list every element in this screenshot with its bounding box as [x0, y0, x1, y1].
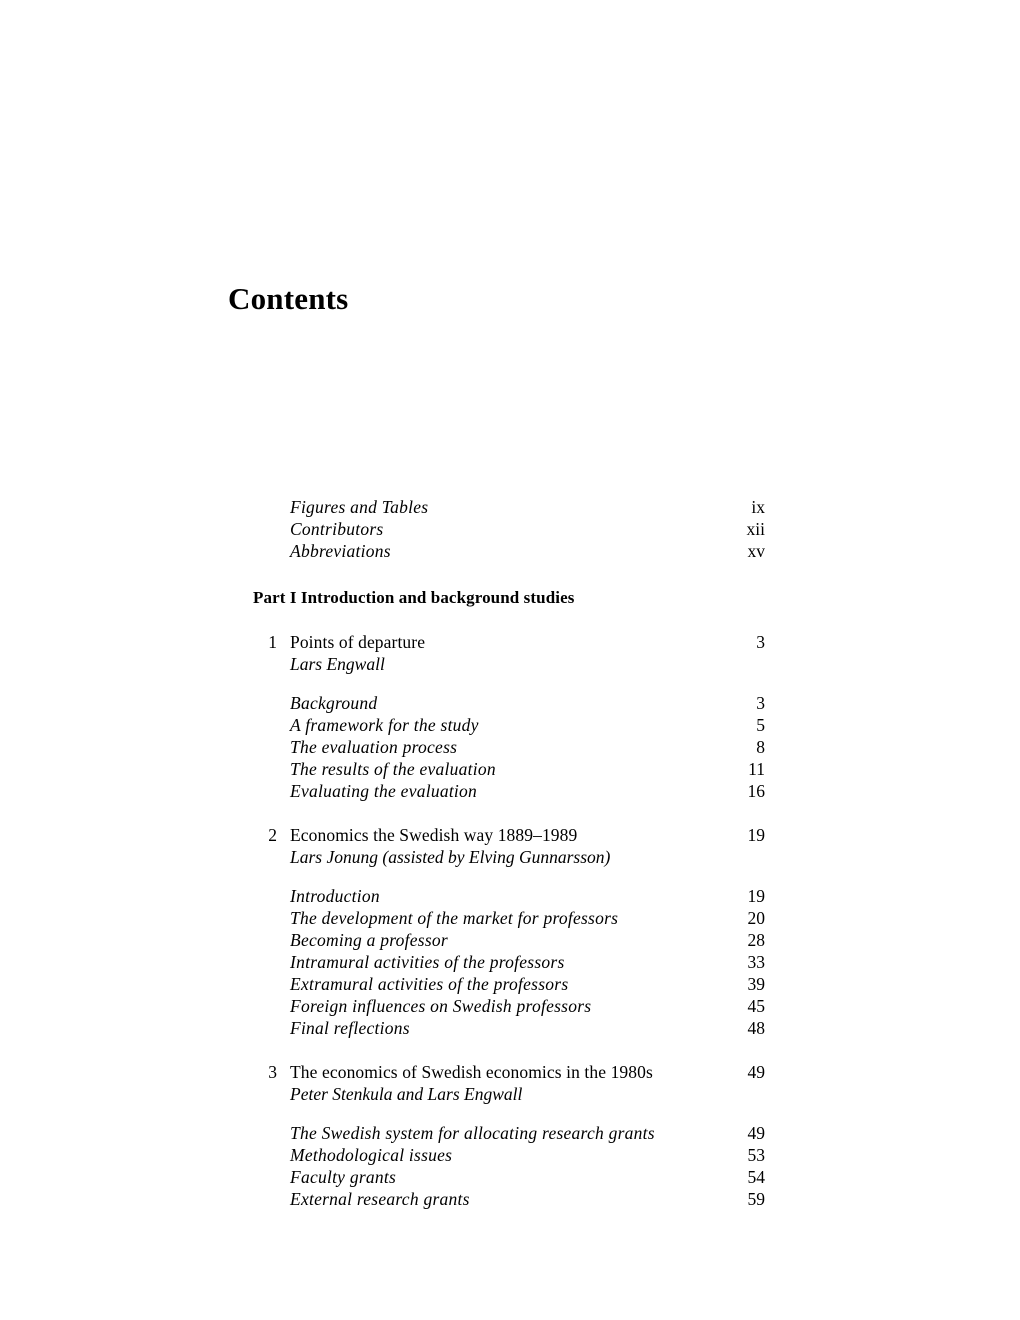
list-item[interactable] — [253, 885, 765, 907]
list-item[interactable] — [253, 1017, 765, 1039]
chapter-author-row — [253, 1083, 765, 1105]
section-title: Evaluating the evaluation — [290, 781, 478, 801]
chapter-author-row — [253, 846, 765, 868]
section-title: Faculty grants — [290, 1167, 397, 1187]
section-page-number: 59 — [747, 1189, 765, 1209]
list-item[interactable] — [253, 540, 765, 562]
list-item[interactable] — [253, 907, 765, 929]
chapter-title: The economics of Swedish economics in the 1980s — [290, 1062, 653, 1082]
table-of-contents — [253, 496, 765, 1210]
entry-title: Figures and Tables — [290, 497, 429, 517]
chapter-title: Economics the Swedish way 1889–1989 — [290, 825, 578, 845]
section-page-number: 53 — [747, 1145, 765, 1165]
chapter-number: 2 — [268, 825, 277, 845]
chapter-author: Lars Engwall — [290, 654, 385, 674]
chapter-author: Peter Stenkula and Lars Engwall — [290, 1084, 523, 1104]
chapter-title: Points of departure — [290, 632, 426, 652]
section-title: Methodological issues — [290, 1145, 453, 1165]
spacer — [253, 1105, 765, 1122]
section-page-number: 16 — [747, 781, 765, 801]
entry-page-number: xii — [746, 519, 765, 539]
section-page-number: 49 — [747, 1123, 765, 1143]
section-page-number: 20 — [747, 908, 765, 928]
part-heading — [253, 587, 765, 609]
chapter-entry — [253, 1061, 765, 1210]
section-title: Becoming a professor — [290, 930, 448, 950]
chapter-entry — [253, 824, 765, 1039]
section-page-number: 28 — [747, 930, 765, 950]
front-matter-list — [253, 496, 765, 562]
section-page-number: 54 — [747, 1167, 765, 1187]
section-list — [253, 1122, 765, 1210]
list-item[interactable] — [253, 929, 765, 951]
spacer — [253, 609, 765, 631]
chapter-number: 1 — [268, 632, 277, 652]
list-item[interactable] — [253, 758, 765, 780]
spacer — [253, 562, 765, 587]
spacer — [253, 868, 765, 885]
list-item[interactable] — [253, 496, 765, 518]
section-page-number: 3 — [756, 693, 765, 713]
section-page-number: 5 — [756, 715, 765, 735]
section-page-number: 8 — [756, 737, 765, 757]
section-list — [253, 885, 765, 1039]
chapter-page-number: 19 — [747, 825, 765, 845]
section-list — [253, 692, 765, 802]
chapter-entry — [253, 631, 765, 802]
list-item[interactable] — [253, 995, 765, 1017]
list-item[interactable] — [253, 780, 765, 802]
part-heading-label: Part I Introduction and background studies — [253, 588, 575, 607]
section-title: Intramural activities of the professors — [290, 952, 565, 972]
list-item[interactable] — [253, 1188, 765, 1210]
section-page-number: 39 — [747, 974, 765, 994]
list-item[interactable] — [253, 736, 765, 758]
list-item[interactable] — [253, 973, 765, 995]
section-title: Background — [290, 693, 378, 713]
entry-page-number: xv — [747, 541, 765, 561]
list-item[interactable] — [253, 1122, 765, 1144]
chapter-title-row[interactable] — [253, 631, 765, 653]
section-page-number: 48 — [747, 1018, 765, 1038]
section-title: A framework for the study — [290, 715, 479, 735]
chapter-page-number: 49 — [747, 1062, 765, 1082]
section-page-number: 33 — [747, 952, 765, 972]
section-page-number: 11 — [748, 759, 765, 779]
section-title: The development of the market for professors — [290, 908, 619, 928]
spacer — [253, 675, 765, 692]
list-item[interactable] — [253, 692, 765, 714]
section-title: Foreign influences on Swedish professors — [290, 996, 592, 1016]
chapter-number: 3 — [268, 1062, 277, 1082]
chapter-author: Lars Jonung (assisted by Elving Gunnarsson) — [290, 847, 611, 867]
list-item[interactable] — [253, 518, 765, 540]
list-item[interactable] — [253, 1166, 765, 1188]
section-title: Final reflections — [290, 1018, 410, 1038]
section-page-number: 19 — [747, 886, 765, 906]
section-title: External research grants — [290, 1189, 470, 1209]
list-item[interactable] — [253, 951, 765, 973]
chapter-title-row[interactable] — [253, 824, 765, 846]
chapter-author-row — [253, 653, 765, 675]
spacer — [253, 802, 765, 824]
section-title: Introduction — [290, 886, 380, 906]
section-page-number: 45 — [747, 996, 765, 1016]
entry-title: Abbreviations — [290, 541, 391, 561]
chapter-page-number: 3 — [756, 632, 765, 652]
entry-title: Contributors — [290, 519, 384, 539]
page-title: Contents — [228, 280, 349, 316]
list-item[interactable] — [253, 1144, 765, 1166]
section-title: The Swedish system for allocating research grants — [290, 1123, 655, 1143]
spacer — [253, 1039, 765, 1061]
list-item[interactable] — [253, 714, 765, 736]
section-title: The results of the evaluation — [290, 759, 496, 779]
section-title: The evaluation process — [290, 737, 458, 757]
section-title: Extramural activities of the professors — [290, 974, 569, 994]
chapter-title-row[interactable] — [253, 1061, 765, 1083]
entry-page-number: ix — [751, 497, 765, 517]
